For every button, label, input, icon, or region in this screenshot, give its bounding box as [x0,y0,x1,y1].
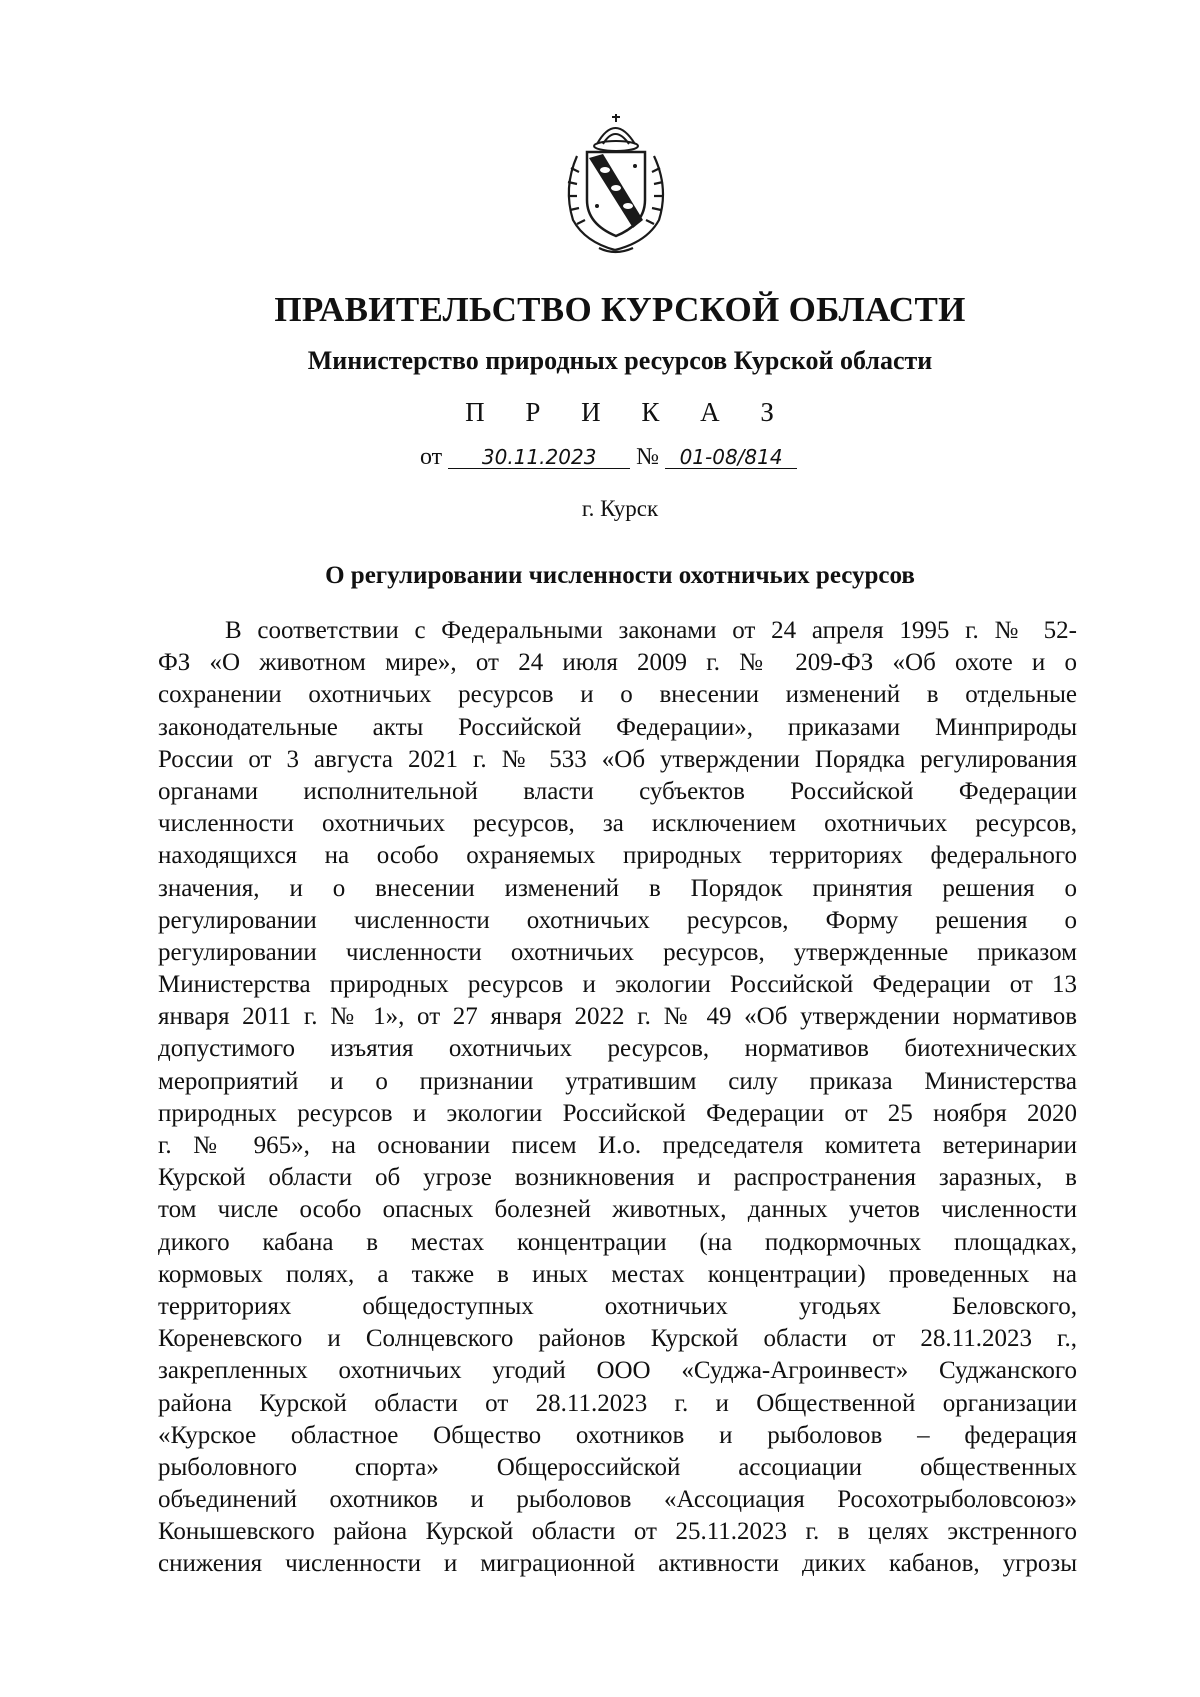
text-line: том числе особо опасных болезней животных, данных учетов численности [158,1196,1077,1224]
text-line: численности охотничьих ресурсов, за исключением охотничьих ресурсов, [158,810,1077,838]
text-line: регулировании численности охотничьих ресурсов, Форму решения о [158,906,1077,934]
text-line: значения, и о внесении изменений в Порядок принятия решения о [158,874,1077,902]
order-subject: О регулировании численности охотничьих ресурсов [325,562,915,589]
text-line: района Курской области от 28.11.2023 г. и Общественной организации [158,1389,1077,1417]
text-line: кормовых полях, а также в иных местах концентрации) проведенных на [158,1260,1077,1288]
date-prefix: от [420,444,443,470]
text-line: рыболовного спорта» Общероссийской ассоциации общественных [158,1453,1077,1481]
text-line: регулировании численности охотничьих ресурсов, утвержденные приказом [158,938,1077,966]
text-line: Министерства природных ресурсов и экологии Российской Федерации от 13 [158,971,1077,999]
text-line: находящихся на особо охраняемых природных территориях федерального [158,842,1077,870]
text-line: Курской области об угрозе возникновения и распространения заразных, в [158,1164,1077,1192]
city-label: г. Курск [581,496,659,521]
text-line: Кореневского и Солнцевского районов Курской области от 28.11.2023 г., [158,1325,1077,1353]
text-line: дикого кабана в местах концентрации (на подкормочных площадках, [158,1228,1077,1256]
text-line: объединений охотников и рыболовов «Ассоциация Росохотрыболовсоюз» [158,1486,1077,1514]
text-line: мероприятий и о признании утратившим силу приказа Министерства [158,1067,1077,1095]
text-line: сохранении охотничьих ресурсов и о внесении изменений в отдельные [158,681,1077,709]
document-type: П Р И К А З [465,397,791,427]
text-line: января 2011 г. № 1», от 27 января 2022 г. № 49 «Об утверждении нормативов [158,1003,1077,1031]
text-line: закрепленных охотничьих угодий ООО «Суджа-Агроинвест» Суджанского [158,1357,1077,1385]
government-title: ПРАВИТЕЛЬСТВО КУРСКОЙ ОБЛАСТИ [274,290,966,329]
text-line: законодательные акты Российской Федерации», приказами Минприроды [158,713,1077,741]
text-line: снижения численности и миграционной активности диких кабанов, угрозы [158,1550,1077,1578]
text-line: Конышевского района Курской области от 25.11.2023 г. в целях экстренного [158,1518,1077,1546]
text-line: ФЗ «О животном мире», от 24 июля 2009 г. № 209-ФЗ «Об охоте и о [158,649,1077,677]
kursk-coat-of-arms-icon [553,108,678,256]
order-date-number-line [420,444,940,471]
order-preamble [158,615,1077,1581]
handwritten-order-number: 01-08/814 [665,446,797,469]
handwritten-date: 30.11.2023 [448,446,630,469]
text-line: допустимого изъятия охотничьих ресурсов, нормативов биотехнических [158,1035,1077,1063]
text-line: России от 3 августа 2021 г. № 533 «Об утверждении Порядка регулирования [158,745,1077,773]
number-prefix: № [636,444,660,470]
text-line: органами исполнительной власти субъектов Российской Федерации [158,777,1077,805]
text-line: природных ресурсов и экологии Российской Федерации от 25 ноября 2020 [158,1099,1077,1127]
text-line: В соответствии с Федеральными законами от 24 апреля 1995 г. № 52- [225,617,1077,644]
text-line: территориях общедоступных охотничьих угодьях Беловского, [158,1292,1077,1320]
text-line: «Курское областное Общество охотников и рыболовов – федерация [158,1421,1077,1449]
ministry-name: Министерство природных ресурсов Курской области [307,346,933,375]
text-line: г. № 965», на основании писем И.о. председателя комитета ветеринарии [158,1132,1077,1159]
